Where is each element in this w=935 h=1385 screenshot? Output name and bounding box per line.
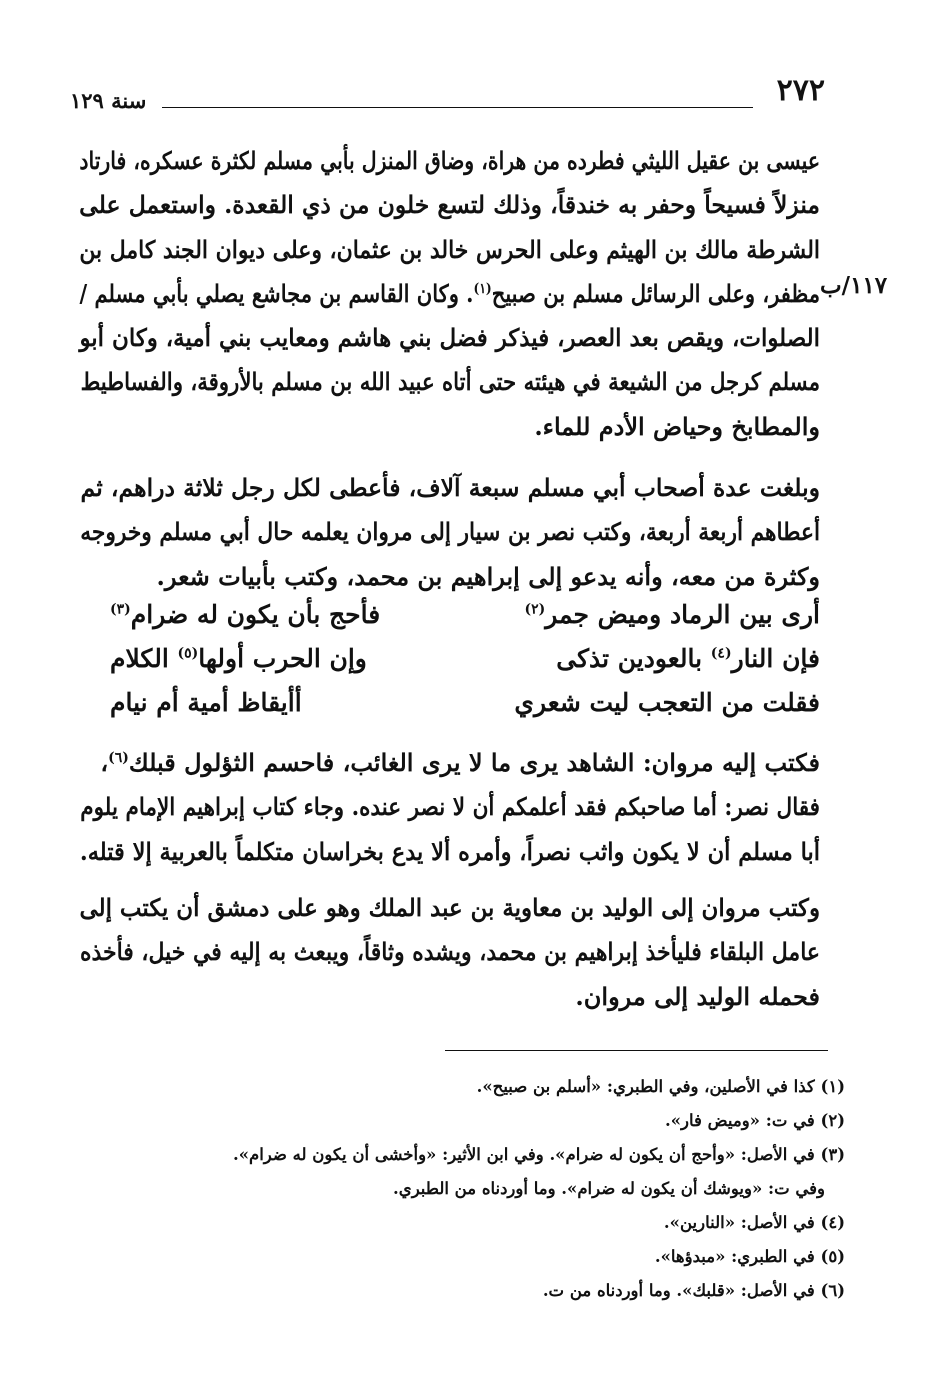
footnote: (٤) في الأصل: «النارين». — [663, 1213, 845, 1232]
header-rule — [162, 107, 753, 108]
poem — [80, 600, 820, 732]
hemistich-text: أرى بين الرماد وميض جمر — [545, 600, 820, 629]
text-line: أبا مسلم أن لا يكون واثب نصراً، وأمره ألا يدع بخراسان متكلماً بالعربية إلا قتله. — [79, 836, 820, 866]
verse-second-hemistich — [110, 644, 367, 673]
text-line — [79, 272, 820, 316]
hemistich-text: فأحج بأن يكون له ضرام — [130, 600, 381, 629]
verse-second-hemistich: أأيقاظ أمية أم نيام — [110, 688, 302, 717]
hemistich-text: بالعودين تذكى — [556, 644, 711, 673]
footnote-continuation: وفي ت: «ويوشك أن يكون له ضرام». وما أوردناه من الطبري. — [393, 1179, 825, 1198]
verse — [80, 688, 820, 732]
paragraph-3 — [80, 741, 820, 874]
footnote-ref-5: (٥) — [177, 645, 199, 662]
text-line: عيسى بن عقيل الليثي فطرده من هراة، وضاق المنزل بأبي مسلم لكثرة عسكره، فارتاد — [79, 146, 820, 175]
page-header — [70, 74, 825, 118]
footnote-ref-3: (٣) — [110, 601, 131, 618]
footnotes — [70, 1070, 845, 1308]
verse-second-hemistich — [110, 600, 380, 629]
footnote: (٢) في ت: «وميض فار». — [665, 1111, 845, 1130]
paragraph-1 — [80, 139, 820, 449]
manuscript-folio-marker: ١١٧/ب — [820, 272, 888, 299]
text-segment: مظفر، وعلى الرسائل مسلم بن صبيح — [491, 278, 820, 308]
footnote-ref-4: (٤) — [710, 645, 732, 662]
text-line: وبلغت عدة أصحاب أبي مسلم سبعة آلاف، فأعطى لكل رجل ثلاثة دراهم، ثم — [80, 473, 820, 502]
text-segment: . وكان القاسم بن مجاشع يصلي بأبي مسلم / — [79, 278, 474, 308]
text-line: وكثرة من معه، وأنه يدعو إلى إبراهيم بن محمد، وكتب بأبيات شعر. — [156, 561, 820, 591]
footnote-separator — [445, 1050, 828, 1051]
footnote-ref-2: (٢) — [524, 601, 546, 618]
text-segment: فكتب إليه مروان: الشاهد يرى ما لا يرى الغائب، فاحسم الثؤلول قبلك — [128, 748, 820, 777]
text-line — [80, 741, 820, 785]
footnote-ref-6: (٦) — [108, 750, 129, 766]
footnote: (٣) في الأصل: «وأحج أن يكون له ضرام». وفي ابن الأثير: «وأخشى أن يكون له ضرام». — [232, 1145, 845, 1164]
paragraph-2 — [80, 466, 820, 599]
hemistich-text: وإن الحرب أولها — [198, 644, 367, 673]
footnote: (١) كذا في الأصلين، وفي الطبري: «أسلم بن صبيح». — [476, 1077, 845, 1096]
text-line: منزلاً فسيحاً وحفر به خندقاً، وذلك لتسع خلون من ذي القعدة. واستعمل على — [79, 190, 821, 220]
paragraph-4 — [80, 886, 820, 1019]
text-line: أعطاهم أربعة أربعة، وكتب نصر بن سيار إلى مروان يعلمه حال أبي مسلم وخروجه — [80, 517, 821, 547]
verse-first-hemistich: فقلت من التعجب ليت شعري — [514, 688, 820, 717]
verse-first-hemistich — [556, 644, 820, 673]
verse-first-hemistich — [524, 600, 820, 629]
text-line: والمطابخ وحياض الأدم للماء. — [534, 411, 820, 441]
page-number: ٢٧٢ — [776, 73, 825, 108]
verse — [80, 600, 820, 644]
text-line: فقال نصر: أما صاحبكم فقد أعلمكم أن لا نصر عنده. وجاء كتاب إبراهيم الإمام يلوم — [80, 792, 820, 822]
hemistich-text: الكلام — [110, 644, 178, 673]
verse — [80, 644, 820, 688]
running-head-year: سنة ١٢٩ — [70, 88, 147, 113]
hemistich-text: فإن النار — [731, 644, 820, 673]
text-line: مسلم كرجل من الشيعة في هيئته حتى أتاه عبيد الله بن مسلم بالأروقة، والفساطيط — [80, 367, 820, 397]
text-line: الصلوات، ويقص بعد العصر، فيذكر فضل بني هاشم ومعايب بني أمية، وكان أبو — [79, 323, 820, 353]
footnote: (٦) في الأصل: «قلبك». وما أوردناه من ت. — [542, 1281, 845, 1300]
footnote: (٥) في الطبري: «مبدؤها». — [654, 1247, 845, 1266]
footnote-ref-1: (١) — [473, 280, 492, 297]
text-line: عامل البلقاء فليأخذ إبراهيم بن محمد، ويشده وثاقاً، ويبعث به إليه في خيل، فأخذه — [79, 937, 821, 967]
text-segment: ، — [100, 748, 109, 777]
text-line: وكتب مروان إلى الوليد بن معاوية بن عبد الملك وهو على دمشق أن يكتب إلى — [79, 893, 821, 922]
text-line: الشرطة مالك بن الهيثم وعلى الحرس خالد بن عثمان، وعلى ديوان الجند كامل بن — [79, 234, 820, 264]
text-line: فحمله الوليد إلى مروان. — [575, 981, 820, 1011]
